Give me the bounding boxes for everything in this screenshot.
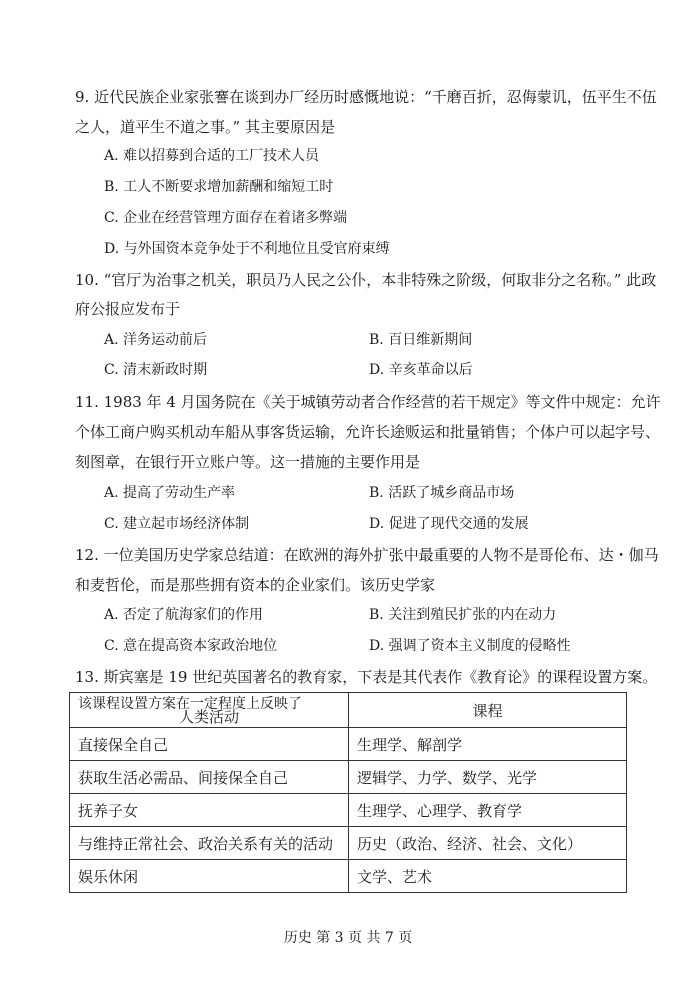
table-row (70, 827, 627, 860)
header-course: 课程 (349, 693, 627, 728)
q12-option-a: A. 否定了航海家们的作用 (104, 607, 264, 623)
course-cell: 逻辑学、力学、数学、光学 (349, 761, 627, 794)
q10-stem-line2: 府公报应发布于 (75, 300, 181, 318)
q12-option-c: C. 意在提高资本家政治地位 (104, 638, 278, 654)
q10-stem-line1: 10. “官厅为治事之机关，职员乃人民之公仆，本非特殊之阶级，何取非分之名称。” 此政 (75, 271, 657, 289)
course-cell: 生理学、解剖学 (349, 728, 627, 761)
q12-stem-line1: 12. 一位美国历史学家总结道：在欧洲的海外扩张中最重要的人物不是哥伦布、达・伽马 (75, 546, 659, 564)
course-cell: 历史（政治、经济、社会、文化） (349, 827, 627, 860)
curriculum-table (69, 692, 627, 893)
q11-stem-line3: 刻图章，在银行开立账户等。这一措施的主要作用是 (75, 453, 421, 471)
q10-option-b: B. 百日维新期间 (369, 332, 473, 348)
table-header-cell (70, 693, 349, 728)
table-header-row (70, 693, 627, 728)
table-row (70, 761, 627, 794)
q9-option-c: C. 企业在经营管理方面存在着诸多弊端 (104, 210, 348, 226)
q13-stem-line1: 13. 斯宾塞是 19 世纪英国著名的教育家，下表是其代表作《教育论》的课程设置方案。 (75, 668, 658, 686)
header-human-activity: 人类活动 (178, 707, 239, 726)
q11-stem-line2: 个体工商户购买机动车船从事客货运输，允许长途贩运和批量销售；个体户可以起字号、 (75, 423, 661, 441)
q9-option-a: A. 难以招募到合适的工厂技术人员 (104, 148, 320, 164)
q9-option-b: B. 工人不断要求增加薪酬和缩短工时 (104, 179, 334, 195)
table-row (70, 728, 627, 761)
q12-stem-line2: 和麦哲伦，而是那些拥有资本的企业家们。该历史学家 (75, 576, 436, 594)
q9-stem-line1: 9. 近代民族企业家张謇在谈到办厂经历时感慨地说：“千磨百折，忍侮蒙讥，伍平生不伍 (75, 88, 657, 106)
q11-option-d: D. 促进了现代交通的发展 (369, 516, 529, 532)
activity-cell: 抚养子女 (70, 794, 349, 827)
table-row (70, 794, 627, 827)
q10-option-a: A. 洋务运动前后 (104, 332, 208, 348)
q9-option-d: D. 与外国资本竞争处于不利地位且受官府束缚 (104, 241, 390, 257)
q11-option-a: A. 提高了劳动生产率 (104, 485, 236, 501)
activity-cell: 娱乐休闲 (70, 860, 349, 893)
q11-option-b: B. 活跃了城乡商品市场 (369, 485, 515, 501)
q10-option-c: C. 清末新政时期 (104, 362, 208, 378)
course-cell: 文学、艺术 (349, 860, 627, 893)
q10-option-d: D. 辛亥革命以后 (369, 362, 473, 378)
q9-stem-line2: 之人，道平生不道之事。” 其主要原因是 (75, 118, 335, 136)
table-row (70, 860, 627, 893)
activity-cell: 获取生活必需品、间接保全自己 (70, 761, 349, 794)
q12-option-d: D. 强调了资本主义制度的侵略性 (369, 638, 571, 654)
activity-cell: 直接保全自己 (70, 728, 349, 761)
q11-option-c: C. 建立起市场经济体制 (104, 516, 250, 532)
q11-stem-line1: 11. 1983 年 4 月国务院在《关于城镇劳动者合作经营的若干规定》等文件中规定：允许 (75, 393, 661, 411)
overlay-question-text: 该课程设置方案在一定程度上反映了 (78, 696, 302, 712)
q12-option-b: B. 关注到殖民扩张的内在动力 (369, 607, 557, 623)
activity-cell: 与维持正常社会、政治关系有关的活动 (70, 827, 349, 860)
course-cell: 生理学、心理学、教育学 (349, 794, 627, 827)
page-footer: 历史 第 3 页 共 7 页 (283, 930, 413, 946)
